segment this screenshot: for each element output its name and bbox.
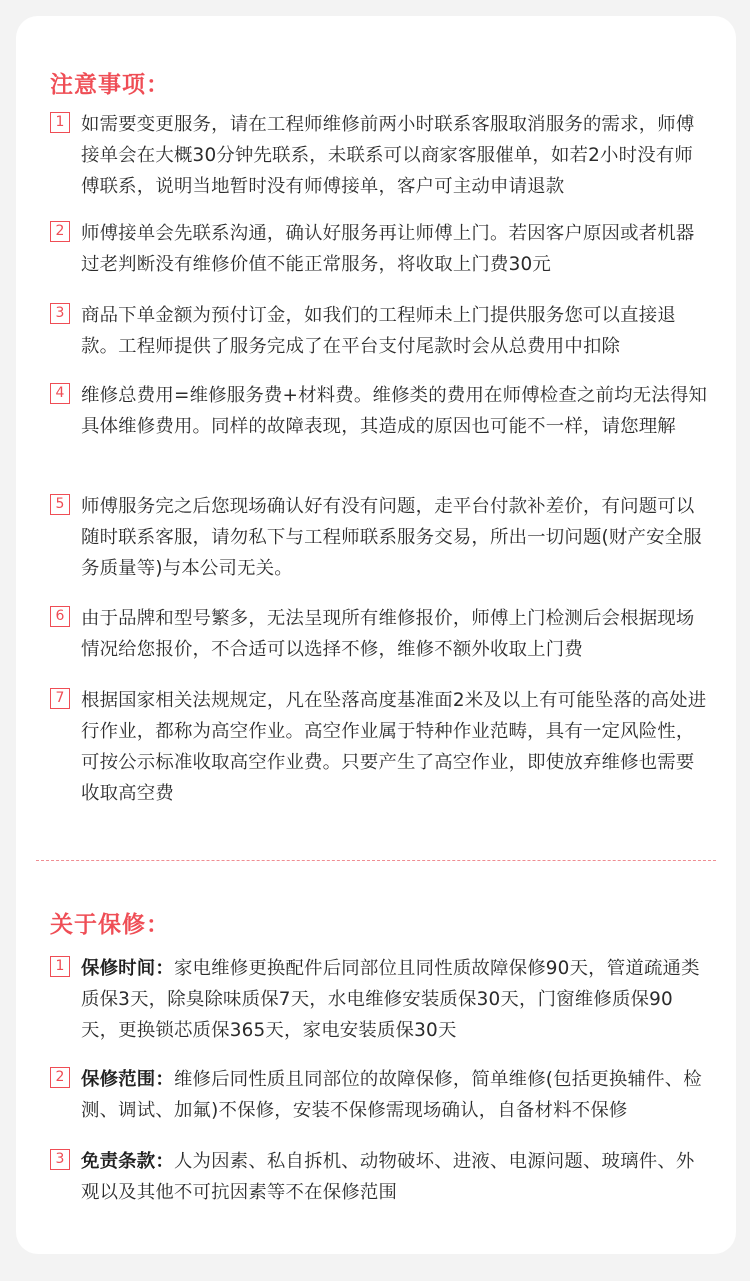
notice-text: 维修总费用=维修服务费+材料费。维修类的费用在师傅检查之前均无法得知具体维修费用。同样的故障表现，其造成的原因也可能不一样，请您理解 [81,385,708,437]
notice-item-5 [50,491,708,584]
item-number-badge: 3 [50,303,70,324]
notice-item-6 [50,603,708,665]
notice-text: 根据国家相关法规规定，凡在坠落高度基准面2米及以上有可能坠落的高处进行作业，都称为高空作业。高空作业属于特种作业范畴，具有一定风险性，可按公示标准收取高空作业费。只要产生了高空作业，即使放弃维修也需要收取高空费 [81,690,707,804]
item-number-badge: 3 [50,1149,70,1170]
dashed-divider [36,860,716,861]
warranty-text [81,1064,708,1126]
warranty-title: 关于保修： [50,912,170,938]
item-number-badge: 7 [50,688,70,709]
warranty-text [81,1146,708,1208]
notice-text: 师傅服务完之后您现场确认好有没有问题，走平台付款补差价，有问题可以随时联系客服，请勿私下与工程师联系服务交易，所出一切问题(财产安全服务质量等)与本公司无关。 [81,496,702,579]
notice-item-2 [50,218,708,280]
notice-text: 师傅接单会先联系沟通，确认好服务再让师傅上门。若因客户原因或者机器过老判断没有维修价值不能正常服务，将收取上门费30元 [81,223,695,275]
notice-text: 如需要变更服务，请在工程师维修前两小时联系客服取消服务的需求，师傅接单会在大概30分钟先联系，未联系可以商家客服催单，如若2小时没有师傅联系，说明当地暂时没有师傅接单，客户可主动申请退款 [81,114,695,197]
notice-item-4 [50,380,708,442]
item-number-badge: 2 [50,221,70,242]
notice-text: 由于品牌和型号繁多，无法呈现所有维修报价，师傅上门检测后会根据现场情况给您报价，不合适可以选择不修，维修不额外收取上门费 [81,608,695,660]
notice-item-3 [50,300,708,362]
warranty-item-3 [50,1146,708,1208]
warranty-description: 家电维修更换配件后同部位且同性质故障保修90天，管道疏通类质保3天，除臭除味质保7天，水电维修安装质保30天，门窗维修质保90天，更换锁芯质保365天，家电安装质保30天 [81,958,700,1041]
item-number-badge: 1 [50,956,70,977]
notice-item-7 [50,685,708,809]
notice-title: 注意事项： [50,72,170,98]
item-number-badge: 6 [50,606,70,627]
info-card [16,16,736,1254]
item-number-badge: 5 [50,494,70,515]
warranty-item-1 [50,953,708,1046]
warranty-label: 保修时间： [81,958,174,979]
item-number-badge: 4 [50,383,70,404]
warranty-description: 维修后同性质且同部位的故障保修，简单维修(包括更换辅件、检测、调试、加氟)不保修，安装不保修需现场确认，自备材料不保修 [81,1069,702,1121]
item-number-badge: 1 [50,112,70,133]
warranty-label: 保修范围： [81,1069,174,1090]
warranty-item-2 [50,1064,708,1126]
warranty-label: 免责条款： [81,1151,174,1172]
warranty-text [81,953,708,1046]
warranty-description: 人为因素、私自拆机、动物破坏、进液、电源问题、玻璃件、外观以及其他不可抗因素等不在保修范围 [81,1151,695,1203]
notice-item-1 [50,109,708,202]
notice-text: 商品下单金额为预付订金，如我们的工程师未上门提供服务您可以直接退款。工程师提供了服务完成了在平台支付尾款时会从总费用中扣除 [81,305,676,357]
item-number-badge: 2 [50,1067,70,1088]
